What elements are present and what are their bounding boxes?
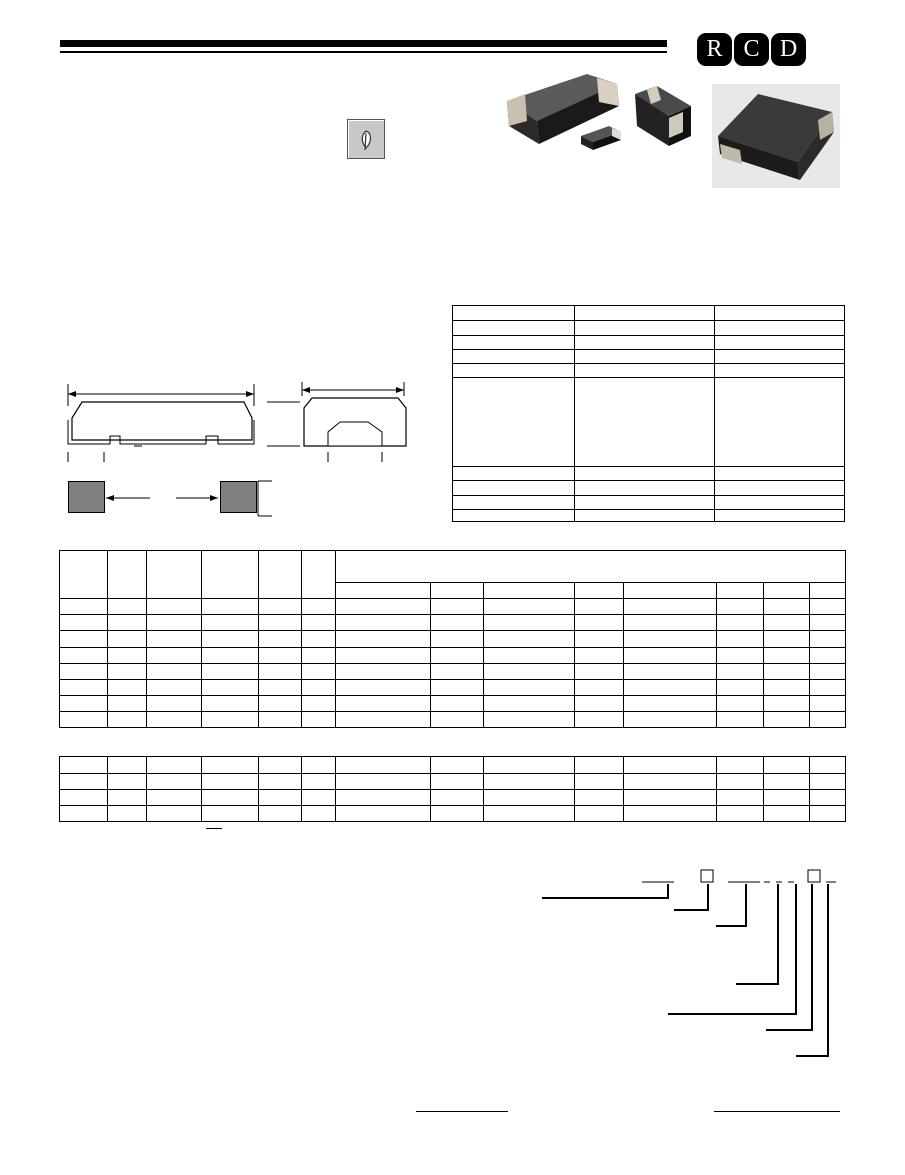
solder-pad-left [68, 481, 105, 513]
specifications-table [452, 305, 845, 522]
header-rule-thin [60, 51, 667, 53]
logo-letter-d: D [771, 33, 806, 66]
header-rule [60, 40, 667, 47]
signature-line-right [714, 1111, 840, 1112]
part-number-diagram [538, 866, 843, 1066]
solder-pad-right [220, 481, 257, 513]
ratings-table [59, 550, 846, 728]
logo-letter-r: R [697, 33, 732, 66]
product-photo-molded [712, 84, 840, 188]
ratings-table-2 [59, 756, 846, 822]
signature-line-left [416, 1111, 508, 1112]
product-photo-resistors [497, 66, 702, 181]
rcd-logo [697, 33, 806, 66]
leaf-icon [347, 119, 385, 159]
footnote-mark [206, 828, 222, 829]
logo-letter-c: C [734, 33, 769, 66]
